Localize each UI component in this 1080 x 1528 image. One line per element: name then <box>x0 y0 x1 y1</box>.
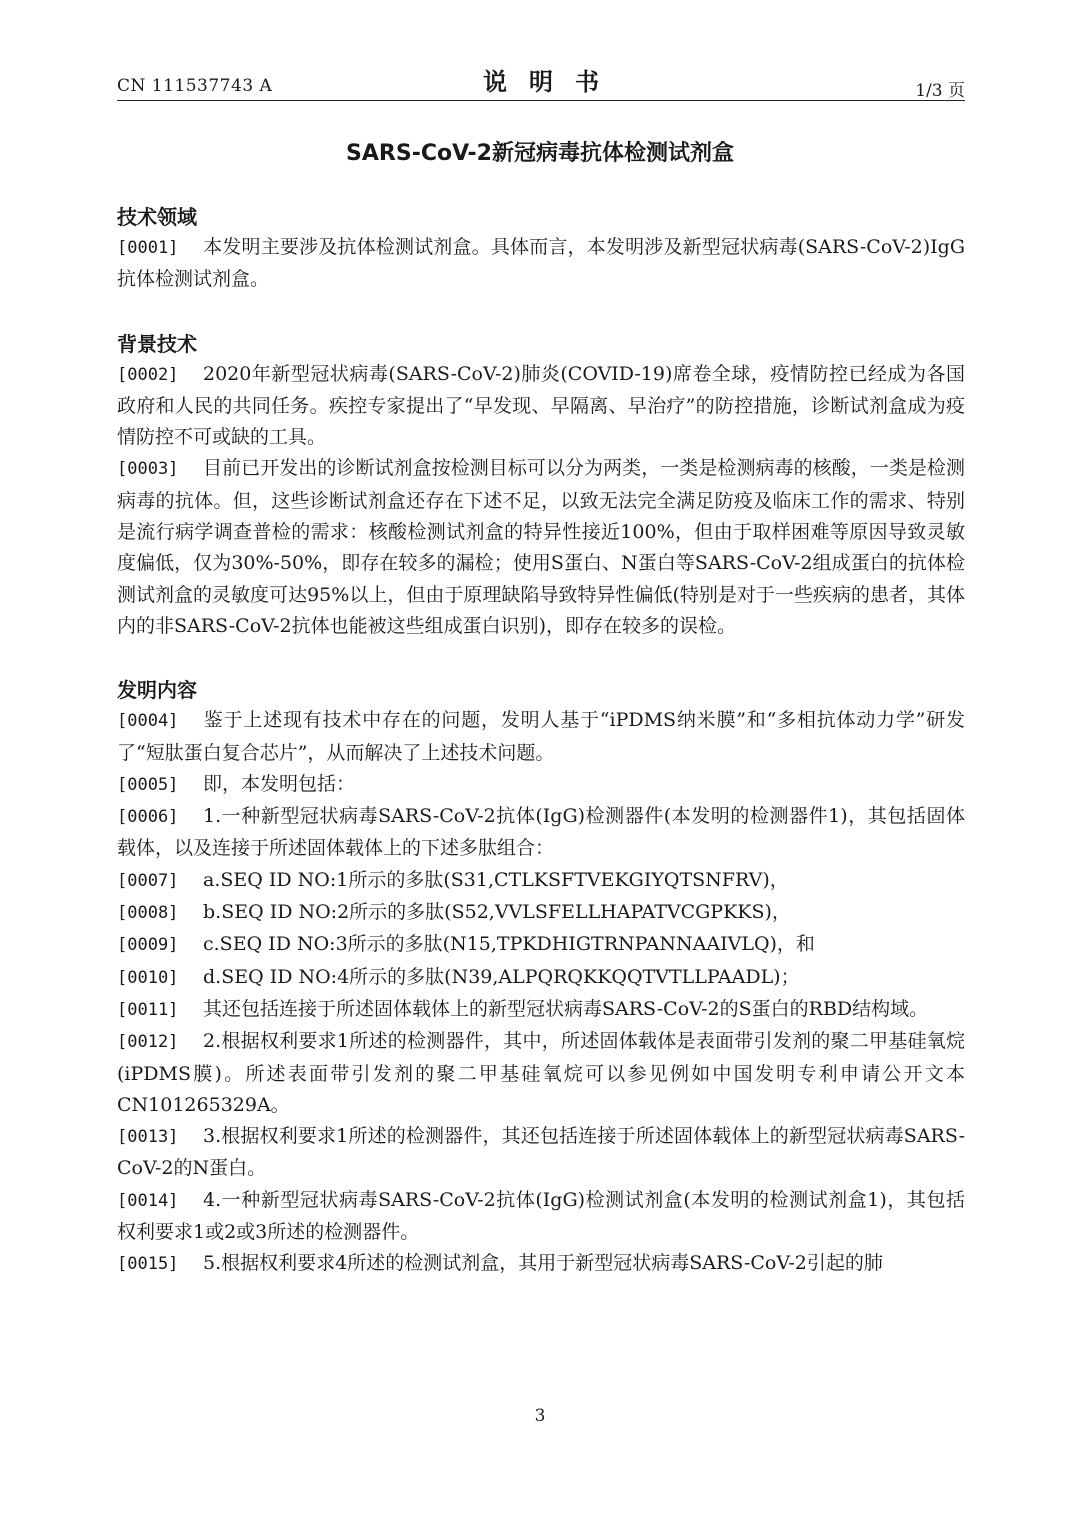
paragraph-number: [0003] <box>117 459 179 480</box>
paragraph-text: a.SEQ ID NO:1所示的多肽(S31,CTLKSFTVEKGIYQTSNFRV)， <box>203 868 789 891</box>
section-heading: 技术领域 <box>117 205 197 229</box>
paragraph <box>117 1248 965 1280</box>
paragraph-text: 其还包括连接于所述固体载体上的新型冠状病毒SARS-CoV-2的S蛋白的RBD结构域。 <box>203 997 929 1020</box>
paragraph-text: 1.一种新型冠状病毒SARS-CoV-2抗体(IgG)检测器件(本发明的检测器件1)，其包括固体载体，以及连接于所述固体载体上的下述多肽组合： <box>117 805 965 860</box>
paragraph-text: 鉴于上述现有技术中存在的问题，发明人基于“iPDMS纳米膜”和“多相抗体动力学”研发了“短肽蛋白复合芯片”，从而解决了上述技术问题。 <box>117 709 965 764</box>
paragraph-text: 目前已开发出的诊断试剂盒按检测目标可以分为两类，一类是检测病毒的核酸，一类是检测病毒的抗体。但，这些诊断试剂盒还存在下述不足，以致无法完全满足防疫及临床工作的需求、特别是流行病学调查普检的需求：核酸检测试剂盒的特异性接近100%，但由于取样困难等原因导致灵敏度偏低，仅为30%-50%，即存在较多的漏检；使用S蛋白、N蛋白等SARS-CoV-2组成蛋白的抗体检测试剂盒的灵敏度可达95%以上，但由于原理缺陷导致特异性偏低(特别是对于一些疾病的患者，其体内的非SARS-CoV-2抗体也能被这些组成蛋白识别)，即存在较多的误检。 <box>117 457 965 637</box>
paragraph-number: [0001] <box>117 238 179 258</box>
paragraph-text: 2020年新型冠状病毒(SARS-CoV-2)肺炎(COVID-19)席卷全球，疫情防控已经成为各国政府和人民的共同任务。疾控专家提出了“早发现、早隔离、早治疗”的防控措施，诊断试剂盒成为疫情防控不可或缺的工具。 <box>117 362 965 449</box>
paragraph <box>117 1185 965 1249</box>
description-body <box>117 202 965 1281</box>
paragraph-text: d.SEQ ID NO:4所示的多肽(N39,ALPQRQKKQQTVTLLPAADL)； <box>203 965 800 988</box>
paragraph <box>117 897 965 929</box>
paragraph-number: [0008] <box>117 903 179 924</box>
paragraph-number: [0006] <box>117 807 179 828</box>
paragraph <box>117 994 965 1026</box>
paragraph <box>117 705 965 769</box>
paragraph-text: c.SEQ ID NO:3所示的多肽(N15,TPKDHIGTRNPANNAAIVLQ)，和 <box>203 933 815 956</box>
paragraph-text: 2.根据权利要求1所述的检测器件，其中，所述固体载体是表面带引发剂的聚二甲基硅氧烷(iPDMS膜)。所述表面带引发剂的聚二甲基硅氧烷可以参见例如中国发明专利申请公开文本CN101265329A。 <box>117 1030 965 1116</box>
paragraph-text: 本发明主要涉及抗体检测试剂盒。具体而言，本发明涉及新型冠状病毒(SARS-CoV-2)IgG抗体检测试剂盒。 <box>117 236 965 291</box>
paragraph <box>117 865 965 897</box>
invention-title: SARS-CoV-2新冠病毒抗体检测试剂盒 <box>346 141 734 166</box>
paragraph-text: 4.一种新型冠状病毒SARS-CoV-2抗体(IgG)检测试剂盒(本发明的检测试剂盒1)，其包括权利要求1或2或3所述的检测器件。 <box>117 1188 965 1244</box>
page-count: 1/3 页 <box>915 81 965 101</box>
paragraph-number: [0012] <box>117 1032 179 1053</box>
paragraph-number: [0011] <box>117 999 179 1020</box>
paragraph-number: [0004] <box>117 711 179 732</box>
paragraph <box>117 1026 965 1121</box>
paragraph-text: 3.根据权利要求1所述的检测器件，其还包括连接于所述固体载体上的新型冠状病毒SARS-CoV-2的N蛋白。 <box>117 1125 965 1180</box>
page-header <box>117 62 965 101</box>
publication-number: CN 111537743 A <box>117 76 273 96</box>
paragraph <box>117 453 965 642</box>
paragraph-number: [0013] <box>117 1127 179 1148</box>
paragraph-number: [0010] <box>117 967 179 988</box>
section-heading: 发明内容 <box>117 678 197 703</box>
paragraph-text: b.SEQ ID NO:2所示的多肽(S52,VVLSFELLHAPATVCGPKKS)， <box>203 901 791 924</box>
paragraph <box>117 801 965 865</box>
paragraph-number: [0005] <box>117 774 179 795</box>
document-type-title: 说明书 <box>483 68 621 96</box>
paragraph-number: [0007] <box>117 870 179 891</box>
paragraph-number: [0015] <box>117 1254 179 1275</box>
paragraph <box>117 1121 965 1185</box>
paragraph-number: [0014] <box>117 1190 179 1211</box>
paragraph <box>117 359 965 454</box>
paragraph <box>117 929 965 961</box>
paragraph <box>117 232 965 296</box>
paragraph-text: 5.根据权利要求4所述的检测试剂盒，其用于新型冠状病毒SARS-CoV-2引起的肺 <box>203 1252 883 1275</box>
paragraph <box>117 769 965 801</box>
paragraph-number: [0009] <box>117 935 179 956</box>
paragraph-text: 即，本发明包括： <box>203 772 356 795</box>
paragraph-number: [0002] <box>117 364 179 385</box>
page-number: 3 <box>534 1406 546 1426</box>
paragraph <box>117 962 965 994</box>
section-heading: 背景技术 <box>117 331 197 356</box>
